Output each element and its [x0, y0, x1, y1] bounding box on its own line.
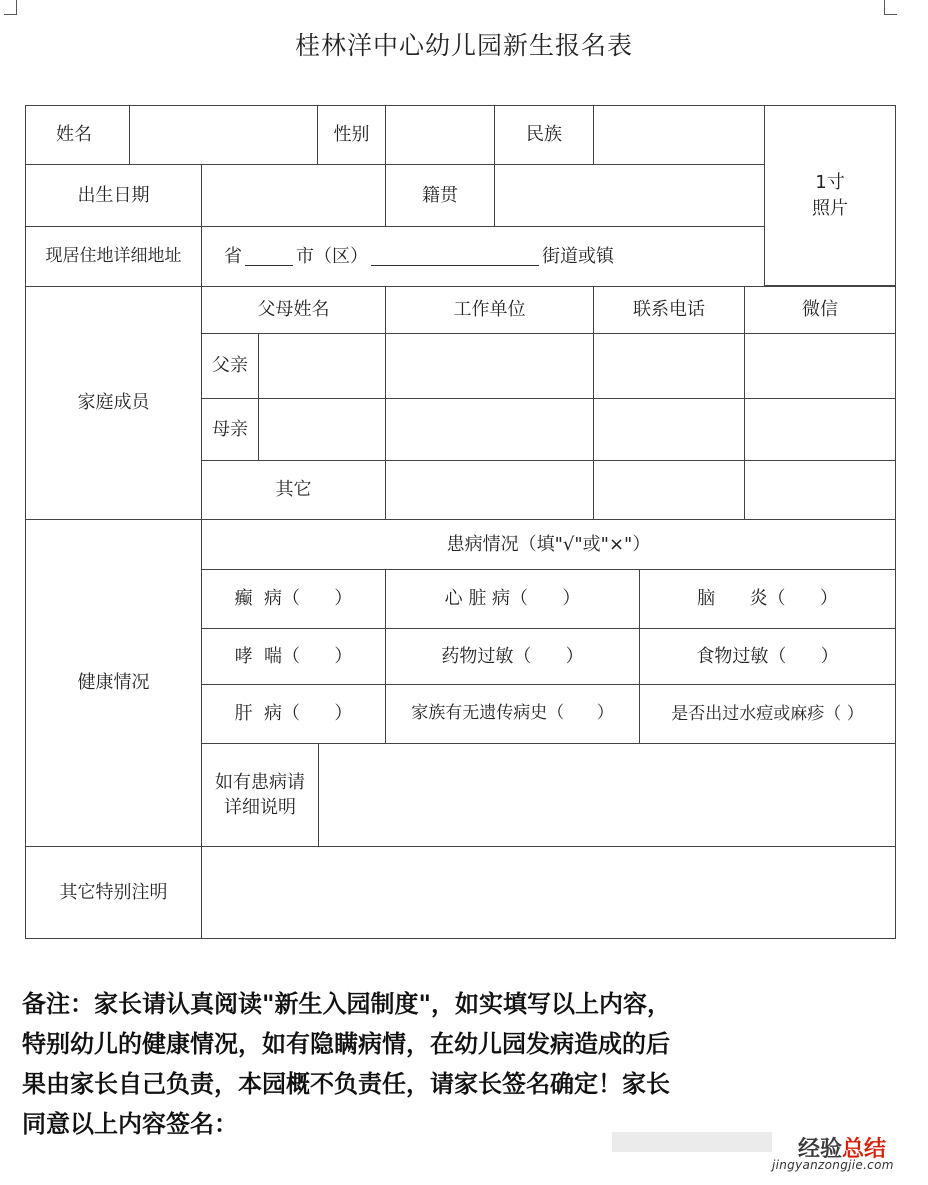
- family-header-phone: 联系电话: [593, 286, 745, 334]
- other-notes-label: 其它特别注明: [25, 846, 202, 939]
- photo-size-label: 1寸: [815, 172, 845, 194]
- name-field[interactable]: [129, 105, 318, 165]
- photo-box[interactable]: [764, 105, 896, 286]
- remarks-line-1: 备注：家长请认真阅读"新生入园制度"，如实填写以上内容，: [22, 990, 672, 1018]
- form-title: 桂林洋中心幼儿园新生报名表: [294, 31, 633, 60]
- drug-allergy-item[interactable]: 药物过敏（ ）: [385, 628, 640, 685]
- watermark-url: jingyanzongjie.com: [772, 1158, 894, 1172]
- blurred-source-mark: [612, 1132, 772, 1152]
- address-street-label: 街道或镇: [542, 245, 614, 267]
- remarks-line-3: 果由家长自己负责，本园概不负责任，请家长签名确定！家长: [22, 1070, 670, 1098]
- liver-disease-item[interactable]: 肝 病（ ）: [201, 684, 386, 744]
- mother-phone-field[interactable]: [593, 398, 745, 461]
- father-phone-field[interactable]: [593, 333, 745, 399]
- hereditary-disease-item[interactable]: 家族有无遗传病史（ ）: [385, 684, 640, 744]
- name-label: 姓名: [25, 105, 130, 165]
- other-member-label: 其它: [201, 460, 386, 520]
- address-field[interactable]: [201, 226, 765, 287]
- father-wechat-field[interactable]: [744, 333, 896, 399]
- mother-wechat-field[interactable]: [744, 398, 896, 461]
- gender-field[interactable]: [385, 105, 495, 165]
- family-section-label: 家庭成员: [25, 286, 202, 520]
- remarks-line-2: 特别幼儿的健康情况，如有隐瞒病情，在幼儿园发病造成的后: [22, 1030, 670, 1058]
- father-name-field[interactable]: [258, 333, 386, 399]
- family-header-parent-name: 父母姓名: [201, 286, 386, 334]
- family-header-work-unit: 工作单位: [385, 286, 594, 334]
- province-blank[interactable]: [245, 247, 293, 266]
- crop-mark-top-left: [4, 0, 17, 15]
- other-notes-field[interactable]: [201, 846, 896, 939]
- gender-label: 性别: [317, 105, 386, 165]
- illness-detail-label-line2: 详细说明: [224, 797, 296, 818]
- watermark-text-dark: 经验: [798, 1137, 843, 1162]
- native-place-label: 籍贯: [385, 164, 495, 227]
- photo-label: 照片: [812, 197, 848, 219]
- ethnicity-label: 民族: [494, 105, 594, 165]
- remarks-line-4: 同意以上内容签名：: [22, 1110, 238, 1138]
- ethnicity-field[interactable]: [593, 105, 765, 165]
- asthma-item[interactable]: 哮 喘（ ）: [201, 628, 386, 685]
- address-city-label: 市（区）: [296, 245, 368, 267]
- native-place-field[interactable]: [494, 164, 765, 227]
- food-allergy-item[interactable]: 食物过敏（ ）: [639, 628, 896, 685]
- city-blank[interactable]: [371, 247, 539, 266]
- other-wechat-field[interactable]: [744, 460, 896, 520]
- encephalitis-item[interactable]: 脑 炎（ ）: [639, 569, 896, 629]
- other-work-field[interactable]: [385, 460, 594, 520]
- epilepsy-item[interactable]: 癫 病（ ）: [201, 569, 386, 629]
- chickenpox-measles-item[interactable]: 是否出过水痘或麻疹（ ）: [639, 684, 896, 744]
- father-work-field[interactable]: [385, 333, 594, 399]
- address-label: 现居住地详细地址: [25, 226, 202, 287]
- illness-detail-label-line1: 如有患病请: [215, 771, 305, 793]
- watermark-text-red: 总结: [842, 1137, 887, 1162]
- father-label: 父亲: [201, 333, 259, 399]
- mother-name-field[interactable]: [258, 398, 386, 461]
- mother-work-field[interactable]: [385, 398, 594, 461]
- address-province-label: 省: [224, 245, 242, 267]
- birthdate-label: 出生日期: [25, 164, 202, 227]
- crop-mark-top-right: [884, 0, 897, 15]
- other-phone-field[interactable]: [593, 460, 745, 520]
- family-header-wechat: 微信: [744, 286, 896, 334]
- illness-detail-label: [201, 743, 319, 847]
- illness-detail-field[interactable]: [318, 743, 896, 847]
- illness-subtitle: 患病情况（填"√"或"×"）: [201, 519, 896, 570]
- health-section-label: 健康情况: [25, 519, 202, 847]
- birthdate-field[interactable]: [201, 164, 386, 227]
- heart-disease-item[interactable]: 心 脏 病（ ）: [385, 569, 640, 629]
- mother-label: 母亲: [201, 398, 259, 461]
- remarks-note: [22, 984, 902, 1144]
